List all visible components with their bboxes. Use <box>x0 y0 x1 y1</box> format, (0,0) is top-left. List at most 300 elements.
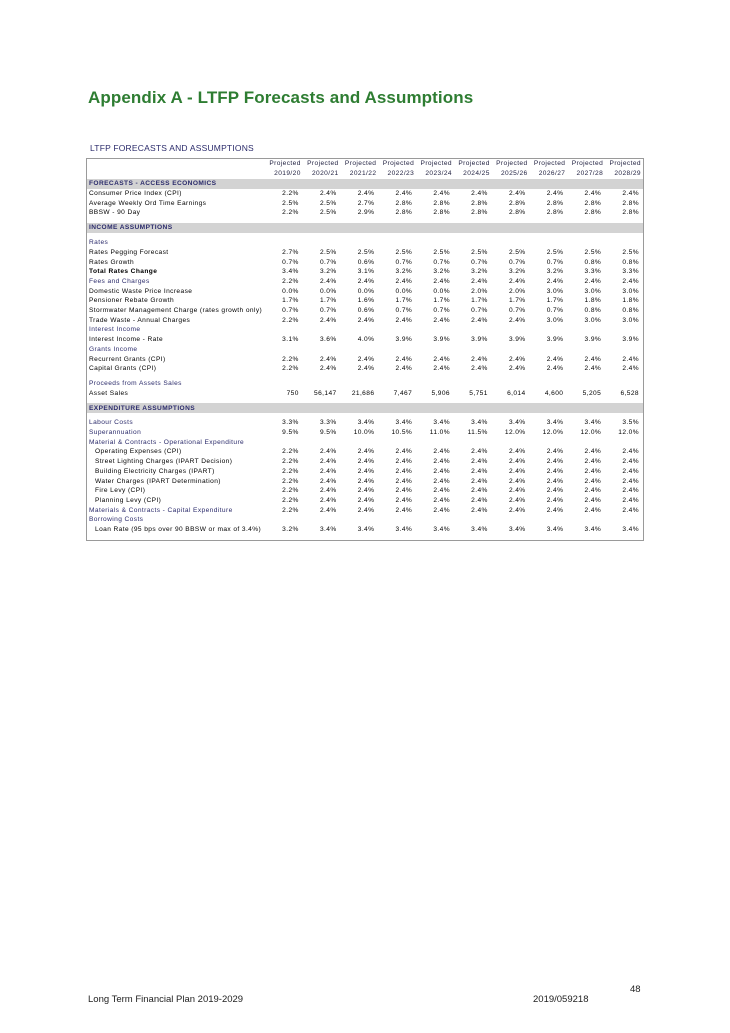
section-header: EXPENDITURE ASSUMPTIONS <box>87 403 643 413</box>
value-cell: 6,528 <box>620 389 639 397</box>
value-cell: 0.7% <box>546 258 564 266</box>
value-cell: 2.4% <box>546 355 564 363</box>
table-row <box>87 447 643 457</box>
value-cell: 2.8% <box>471 199 488 207</box>
value-cell: 0.8% <box>584 258 602 266</box>
row-label: Rates Pegging Forecast <box>89 248 169 256</box>
value-cell: 2.2% <box>282 277 299 285</box>
value-cell: 1.7% <box>471 297 488 305</box>
value-cell: 2.4% <box>622 506 639 514</box>
row-label: Materials & Contracts - Capital Expenditure <box>89 506 233 514</box>
value-cell: 2.4% <box>433 365 450 373</box>
value-cell: 2.4% <box>546 477 564 485</box>
value-cell: 0.6% <box>357 258 375 266</box>
value-cell: 2.8% <box>584 209 602 217</box>
value-cell: 3.2% <box>546 268 564 276</box>
value-cell: 2.5% <box>584 248 602 256</box>
value-cell: 0.7% <box>433 258 450 266</box>
value-cell: 2.4% <box>319 458 337 466</box>
value-cell: 0.8% <box>622 258 639 266</box>
value-cell: 3.2% <box>319 268 337 276</box>
value-cell: 3.2% <box>282 526 299 534</box>
value-cell: 2.4% <box>433 496 450 504</box>
value-cell: 2.8% <box>395 199 413 207</box>
value-cell: 2.4% <box>622 458 639 466</box>
value-cell: 2.4% <box>471 448 488 456</box>
value-cell: 2.8% <box>546 209 564 217</box>
value-cell: 2.4% <box>471 487 488 495</box>
value-cell: 2.4% <box>395 190 413 197</box>
value-cell: 2.4% <box>546 365 564 373</box>
value-cell: 2.4% <box>508 467 526 475</box>
header-row-years <box>87 169 643 179</box>
value-cell: 3.4% <box>584 526 602 534</box>
value-cell: 2.4% <box>433 458 450 466</box>
value-cell: 3.4% <box>357 419 375 427</box>
value-cell: 2.5% <box>433 248 450 256</box>
value-cell: 2.7% <box>282 248 299 256</box>
value-cell: 2.4% <box>357 190 375 197</box>
table-row <box>87 364 643 374</box>
value-cell: 2.4% <box>508 316 526 324</box>
value-cell: 3.2% <box>433 268 450 276</box>
value-cell: 3.4% <box>433 419 450 427</box>
table-row <box>87 208 643 218</box>
value-cell: 3.6% <box>319 336 337 344</box>
value-cell: 2.4% <box>357 355 375 363</box>
value-cell: 1.7% <box>546 297 564 305</box>
spacer-row <box>87 535 643 540</box>
value-cell: 2.4% <box>357 487 375 495</box>
value-cell: 3.9% <box>584 336 602 344</box>
value-cell: 2.2% <box>282 209 299 217</box>
value-cell: 2.0% <box>471 287 488 295</box>
table-row <box>87 477 643 487</box>
table-row <box>87 258 643 268</box>
section-header-row <box>87 223 643 233</box>
value-cell: 2.5% <box>471 248 488 256</box>
value-cell: 0.7% <box>471 258 488 266</box>
column-header-year: 2027/28 <box>576 170 604 177</box>
value-cell: 0.7% <box>282 258 299 266</box>
value-cell: 2.4% <box>508 365 526 373</box>
value-cell: 2.5% <box>319 199 337 207</box>
value-cell: 10.0% <box>353 429 375 437</box>
value-cell: 2.4% <box>433 467 450 475</box>
section-header-row <box>87 179 643 189</box>
value-cell: 2.4% <box>433 506 450 514</box>
column-header-year: 2028/29 <box>614 170 641 177</box>
value-cell: 2.4% <box>546 448 564 456</box>
value-cell: 2.5% <box>508 248 526 256</box>
table-row <box>87 418 643 428</box>
value-cell: 0.7% <box>433 307 450 315</box>
value-cell: 2.4% <box>357 506 375 514</box>
spacer-cell <box>87 535 643 540</box>
column-header-projected: Projected <box>458 160 490 167</box>
value-cell: 2.4% <box>395 277 413 285</box>
value-cell: 2.4% <box>471 365 488 373</box>
table-row <box>87 248 643 258</box>
column-header-projected: Projected <box>496 160 528 167</box>
value-cell: 2.4% <box>395 448 413 456</box>
value-cell: 2.4% <box>508 277 526 285</box>
value-cell: 2.4% <box>319 365 337 373</box>
value-cell: 3.4% <box>471 526 488 534</box>
value-cell: 1.8% <box>622 297 639 305</box>
column-header-year: 2025/26 <box>500 170 528 177</box>
value-cell: 0.7% <box>508 258 526 266</box>
value-cell: 2.4% <box>395 487 413 495</box>
value-cell: 3.4% <box>357 526 375 534</box>
header-label-spacer <box>87 159 265 169</box>
row-label: Building Electricity Charges (IPART) <box>95 467 215 475</box>
value-cell: 10.5% <box>391 429 413 437</box>
value-cell: 2.4% <box>584 506 602 514</box>
column-header-projected: Projected <box>307 160 339 167</box>
table-row <box>87 287 643 297</box>
row-label: BBSW - 90 Day <box>89 209 141 217</box>
row-label: Recurrent Grants (CPI) <box>89 355 166 363</box>
value-cell: 3.5% <box>622 419 639 427</box>
row-label: Stormwater Management Charge (rates growth only) <box>89 307 263 315</box>
row-label: Fire Levy (CPI) <box>95 487 146 495</box>
value-cell: 3.4% <box>471 419 488 427</box>
value-cell: 5,906 <box>431 389 450 397</box>
section-header-row <box>87 403 643 413</box>
value-cell: 2.4% <box>622 365 639 373</box>
value-cell: 2.2% <box>282 477 299 485</box>
row-label: Water Charges (IPART Determination) <box>95 477 221 485</box>
value-cell: 2.4% <box>471 277 488 285</box>
value-cell: 3.4% <box>508 419 526 427</box>
value-cell: 2.4% <box>584 277 602 285</box>
value-cell: 0.8% <box>622 307 639 315</box>
row-label: Total Rates Change <box>89 268 158 276</box>
value-cell: 3.1% <box>357 268 375 276</box>
value-cell: 3.2% <box>395 268 413 276</box>
value-cell: 2.4% <box>433 448 450 456</box>
value-cell: 2.4% <box>395 458 413 466</box>
column-header-year: 2022/23 <box>387 170 415 177</box>
table-row <box>87 525 643 535</box>
category-row <box>87 345 643 355</box>
value-cell: 3.4% <box>395 419 413 427</box>
value-cell: 11.5% <box>467 429 488 437</box>
page-number: 48 <box>630 984 641 995</box>
value-cell: 2.4% <box>319 477 337 485</box>
value-cell: 2.4% <box>622 355 639 363</box>
value-cell: 2.4% <box>622 496 639 504</box>
value-cell: 1.7% <box>433 297 450 305</box>
value-cell: 2.8% <box>508 199 526 207</box>
value-cell: 2.4% <box>584 477 602 485</box>
value-cell: 1.6% <box>357 297 375 305</box>
value-cell: 2.4% <box>357 365 375 373</box>
value-cell: 2.4% <box>584 365 602 373</box>
value-cell: 2.4% <box>546 458 564 466</box>
value-cell: 2.4% <box>471 496 488 504</box>
table-row <box>87 277 643 287</box>
assumptions-table-container <box>86 158 644 541</box>
value-cell: 2.4% <box>319 487 337 495</box>
category-row <box>87 379 643 389</box>
value-cell: 2.4% <box>584 487 602 495</box>
value-cell: 3.0% <box>546 316 564 324</box>
value-cell: 21,686 <box>351 389 375 397</box>
value-cell: 2.8% <box>508 209 526 217</box>
table-header <box>87 159 643 179</box>
value-cell: 0.8% <box>584 307 602 315</box>
section-header: FORECASTS - ACCESS ECONOMICS <box>87 179 643 189</box>
value-cell: 2.4% <box>471 458 488 466</box>
value-cell: 2.4% <box>622 277 639 285</box>
value-cell: 0.7% <box>282 307 299 315</box>
value-cell: 2.4% <box>319 316 337 324</box>
value-cell: 2.2% <box>282 448 299 456</box>
value-cell: 2.4% <box>471 467 488 475</box>
value-cell: 2.8% <box>433 199 450 207</box>
header-label-spacer <box>87 169 265 179</box>
value-cell: 2.5% <box>282 199 299 207</box>
assumptions-table <box>87 159 643 540</box>
value-cell: 2.4% <box>622 448 639 456</box>
row-label: Capital Grants (CPI) <box>89 365 157 373</box>
value-cell: 3.9% <box>546 336 564 344</box>
table-row <box>87 355 643 365</box>
value-cell: 2.4% <box>433 190 450 197</box>
value-cell: 2.4% <box>584 190 602 197</box>
value-cell: 0.6% <box>357 307 375 315</box>
value-cell: 9.5% <box>319 429 337 437</box>
value-cell: 2.4% <box>584 448 602 456</box>
category-row <box>87 438 643 448</box>
value-cell: 1.8% <box>584 297 602 305</box>
value-cell: 12.0% <box>542 429 564 437</box>
row-label: Labour Costs <box>89 419 134 427</box>
column-header-year: 2026/27 <box>538 170 566 177</box>
value-cell: 2.4% <box>357 277 375 285</box>
table-row <box>87 316 643 326</box>
value-cell: 3.9% <box>471 336 488 344</box>
value-cell: 6,014 <box>507 389 526 397</box>
header-row-projected <box>87 159 643 169</box>
table-row <box>87 306 643 316</box>
value-cell: 0.7% <box>471 307 488 315</box>
category-row <box>87 238 643 248</box>
column-header-projected: Projected <box>269 160 301 167</box>
value-cell: 2.2% <box>282 506 299 514</box>
value-cell: 3.2% <box>508 268 526 276</box>
value-cell: 2.4% <box>357 316 375 324</box>
value-cell: 2.4% <box>546 467 564 475</box>
value-cell: 2.4% <box>622 487 639 495</box>
row-label: Interest Income - Rate <box>89 336 164 344</box>
value-cell: 12.0% <box>504 429 526 437</box>
value-cell: 2.4% <box>433 487 450 495</box>
value-cell: 2.4% <box>395 355 413 363</box>
value-cell: 4,600 <box>544 389 564 397</box>
value-cell: 2.8% <box>584 199 602 207</box>
value-cell: 2.4% <box>319 467 337 475</box>
value-cell: 2.4% <box>433 277 450 285</box>
value-cell: 2.5% <box>357 248 375 256</box>
value-cell: 2.4% <box>395 316 413 324</box>
value-cell: 0.7% <box>319 307 337 315</box>
value-cell: 3.4% <box>433 526 450 534</box>
value-cell: 11.0% <box>429 429 450 437</box>
value-cell: 3.3% <box>584 268 602 276</box>
value-cell: 1.7% <box>508 297 526 305</box>
footer-reference-number: 2019/059218 <box>533 994 589 1005</box>
column-header-year: 2019/20 <box>274 170 301 177</box>
value-cell: 3.9% <box>433 336 450 344</box>
value-cell: 0.7% <box>508 307 526 315</box>
value-cell: 2.4% <box>584 458 602 466</box>
value-cell: 3.4% <box>622 526 639 534</box>
value-cell: 2.2% <box>282 355 299 363</box>
value-cell: 2.4% <box>319 190 337 197</box>
row-label: Superannuation <box>89 429 142 437</box>
value-cell: 0.0% <box>433 287 450 295</box>
row-label: Material & Contracts - Operational Expenditure <box>89 438 245 446</box>
value-cell: 2.4% <box>357 458 375 466</box>
value-cell: 2.4% <box>546 506 564 514</box>
row-label: Street Lighting Charges (IPART Decision) <box>95 458 233 466</box>
value-cell: 2.4% <box>546 487 564 495</box>
value-cell: 3.0% <box>622 287 639 295</box>
page-title: Appendix A - LTFP Forecasts and Assumptions <box>88 88 474 107</box>
value-cell: 2.2% <box>282 190 299 197</box>
table-row <box>87 467 643 477</box>
value-cell: 0.7% <box>546 307 564 315</box>
footer-document-title: Long Term Financial Plan 2019-2029 <box>88 994 244 1005</box>
value-cell: 2.2% <box>282 316 299 324</box>
row-label: Proceeds from Assets Sales <box>89 379 182 387</box>
row-label: Grants Income <box>89 345 138 353</box>
value-cell: 2.7% <box>357 199 375 207</box>
value-cell: 2.4% <box>433 316 450 324</box>
value-cell: 12.0% <box>618 429 639 437</box>
value-cell: 2.4% <box>395 506 413 514</box>
table-row <box>87 267 643 277</box>
value-cell: 2.4% <box>319 277 337 285</box>
value-cell: 3.2% <box>471 268 488 276</box>
value-cell: 1.7% <box>319 297 337 305</box>
table-row <box>87 335 643 345</box>
value-cell: 3.3% <box>622 268 639 276</box>
row-label: Consumer Price Index (CPI) <box>89 190 182 197</box>
value-cell: 5,751 <box>469 389 488 397</box>
value-cell: 2.4% <box>508 355 526 363</box>
row-label: Planning Levy (CPI) <box>95 496 162 504</box>
value-cell: 2.4% <box>395 496 413 504</box>
table-row <box>87 457 643 467</box>
value-cell: 2.4% <box>433 477 450 485</box>
value-cell: 2.4% <box>546 277 564 285</box>
value-cell: 2.4% <box>357 448 375 456</box>
column-header-projected: Projected <box>420 160 452 167</box>
value-cell: 2.4% <box>471 477 488 485</box>
table-row <box>87 486 643 496</box>
table-title: LTFP FORECASTS AND ASSUMPTIONS <box>90 143 254 153</box>
value-cell: 0.7% <box>395 307 413 315</box>
table-row <box>87 389 643 399</box>
value-cell: 2.4% <box>471 316 488 324</box>
row-label: Interest Income <box>89 326 141 334</box>
value-cell: 3.4% <box>546 419 564 427</box>
value-cell: 2.4% <box>546 190 564 197</box>
value-cell: 0.0% <box>319 287 337 295</box>
value-cell: 3.9% <box>395 336 413 344</box>
value-cell: 2.2% <box>282 365 299 373</box>
row-label: Operating Expenses (CPI) <box>95 448 182 456</box>
value-cell: 2.4% <box>508 448 526 456</box>
table-row <box>87 199 643 209</box>
value-cell: 3.0% <box>622 316 639 324</box>
value-cell: 0.0% <box>357 287 375 295</box>
value-cell: 2.4% <box>584 355 602 363</box>
value-cell: 2.4% <box>508 477 526 485</box>
value-cell: 2.4% <box>357 496 375 504</box>
row-label: Loan Rate (95 bps over 90 BBSW or max of 3.4%) <box>95 526 262 534</box>
table-row <box>87 428 643 438</box>
value-cell: 0.0% <box>395 287 413 295</box>
category-row <box>87 325 643 335</box>
value-cell: 0.7% <box>319 258 337 266</box>
value-cell: 56,147 <box>314 389 337 397</box>
value-cell: 2.4% <box>357 477 375 485</box>
value-cell: 3.3% <box>282 419 299 427</box>
value-cell: 3.4% <box>546 526 564 534</box>
value-cell: 2.5% <box>622 248 639 256</box>
value-cell: 2.8% <box>433 209 450 217</box>
column-header-projected: Projected <box>382 160 415 167</box>
value-cell: 3.9% <box>508 336 526 344</box>
row-label: Pensioner Rebate Growth <box>89 297 175 305</box>
value-cell: 2.9% <box>357 209 375 217</box>
value-cell: 3.4% <box>508 526 526 534</box>
value-cell: 2.4% <box>357 467 375 475</box>
column-header-year: 2023/24 <box>425 170 452 177</box>
column-header-year: 2024/25 <box>463 170 490 177</box>
row-label: Domestic Waste Price Increase <box>89 287 193 295</box>
value-cell: 2.2% <box>282 487 299 495</box>
column-header-projected: Projected <box>344 160 377 167</box>
value-cell: 2.4% <box>622 477 639 485</box>
value-cell: 2.4% <box>546 496 564 504</box>
value-cell: 2.0% <box>508 287 526 295</box>
value-cell: 2.4% <box>508 487 526 495</box>
table-row <box>87 296 643 306</box>
column-header-year: 2020/21 <box>311 170 339 177</box>
value-cell: 3.3% <box>319 419 337 427</box>
value-cell: 7,467 <box>393 389 413 397</box>
value-cell: 2.5% <box>546 248 564 256</box>
value-cell: 2.4% <box>508 496 526 504</box>
value-cell: 2.2% <box>282 458 299 466</box>
value-cell: 2.4% <box>395 477 413 485</box>
value-cell: 2.8% <box>395 209 413 217</box>
value-cell: 2.8% <box>471 209 488 217</box>
column-header-projected: Projected <box>609 160 641 167</box>
value-cell: 3.4% <box>319 526 337 534</box>
value-cell: 2.4% <box>584 467 602 475</box>
value-cell: 2.5% <box>395 248 413 256</box>
value-cell: 3.1% <box>282 336 299 344</box>
value-cell: 0.7% <box>395 258 413 266</box>
value-cell: 2.5% <box>319 209 337 217</box>
